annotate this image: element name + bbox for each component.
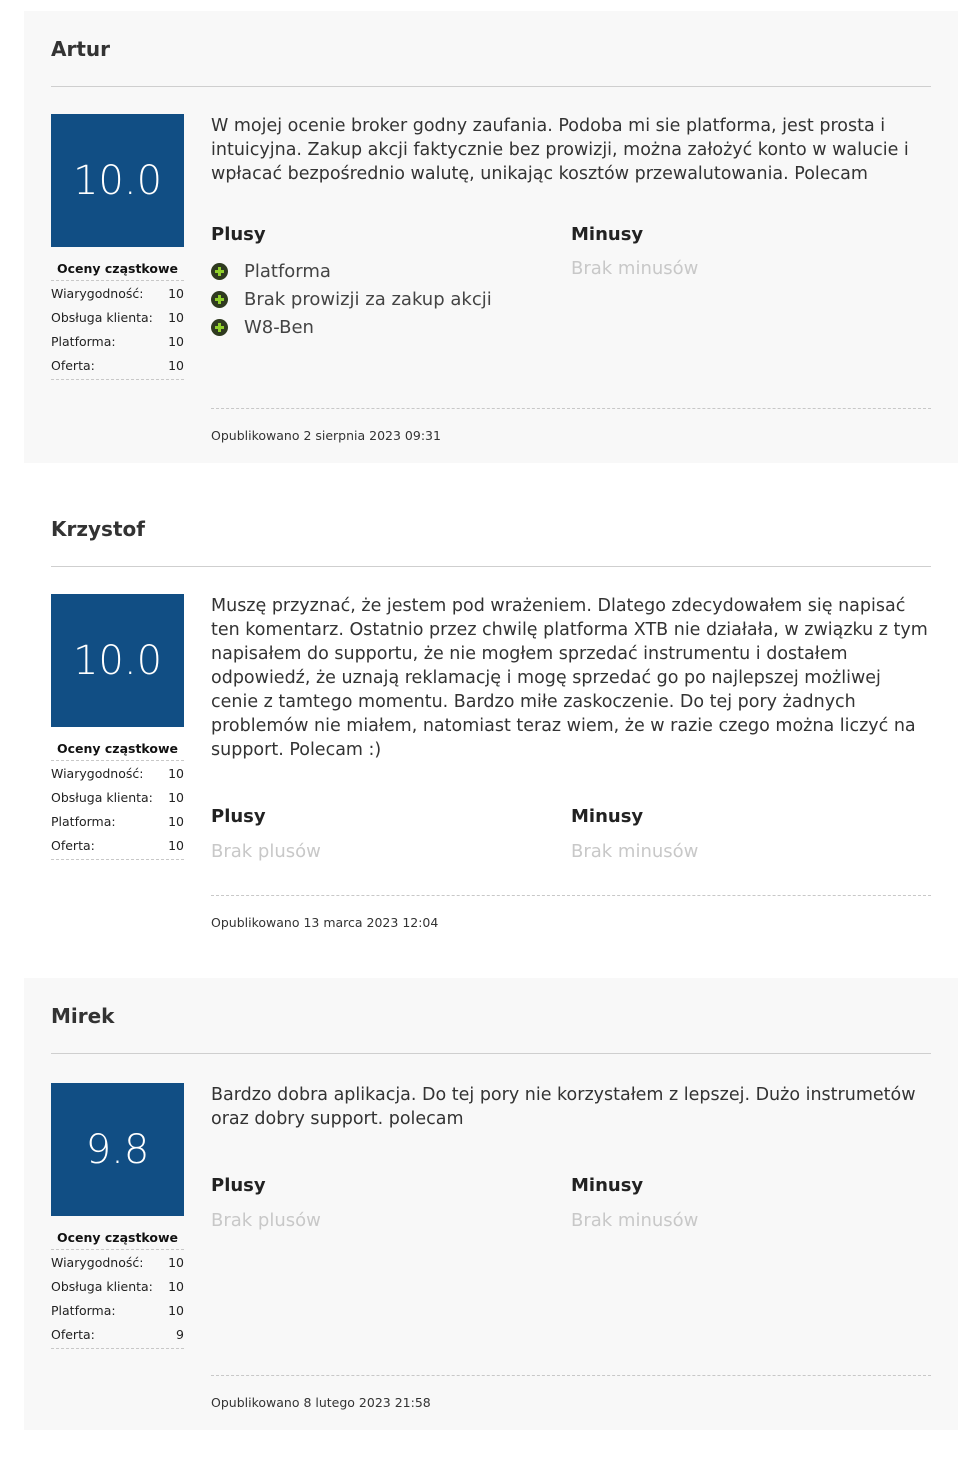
review-text: Muszę przyznać, że jestem pod wrażeniem. Dlatego zdecydowałem się napisać ten komentarz. Ostatnio przez chwilę platforma XTB nie działała, w związku z tym napisałem do supportu, że nie mogłem sprzedać instrumentu i dostałem odpowiedź, że uznają reklamację i mogę sprzedać go po najlepszej możliwej cenie z tamtego momentu. Bardzo miłe zaskoczenie. Do tej pory żadnych problemów nie miałem, natomiast teraz wiem, że w razie czego można liczyć na support. Polecam :): [211, 596, 928, 760]
cons-column: [571, 1175, 931, 1231]
review-text: W mojej ocenie broker godny zaufania. Podoba mi sie platforma, jest prosta i intuicyjna. Zakup akcji faktycznie bez prowizji, można założyć konto w walucie i wpłacać bezpośrednio walutę, unikając kosztów przewalutowania. Polecam: [211, 116, 909, 184]
cons-heading: Minusy: [571, 1175, 644, 1196]
subscore-row: [51, 1322, 184, 1346]
score-panel: [51, 594, 184, 860]
no-cons-text: Brak minusów: [571, 258, 699, 279]
pros-heading: Plusy: [211, 224, 266, 245]
subscores-title: Oceny cząstkowe: [51, 741, 184, 761]
published-date: Opublikowano 13 marca 2023 12:04: [211, 915, 439, 930]
cons-heading: Minusy: [571, 224, 644, 245]
no-cons-text: Brak minusów: [571, 1210, 699, 1231]
score-panel: [51, 114, 184, 380]
subscore-value: 10: [168, 1254, 184, 1270]
overall-score: 9.8: [51, 1083, 184, 1216]
review-author: Krzystof: [51, 491, 931, 567]
subscore-row: [51, 329, 184, 353]
pros-cons: [211, 806, 931, 862]
subscore-row: [51, 305, 184, 329]
pro-label: Brak prowizji za zakup akcji: [244, 288, 492, 310]
subscore-value: 10: [168, 813, 184, 829]
no-pros-text: Brak plusów: [211, 1210, 321, 1231]
cons-column: [571, 806, 931, 862]
cons-heading: Minusy: [571, 806, 644, 827]
pro-label: W8-Ben: [244, 316, 314, 338]
subscores-list: [51, 761, 184, 860]
published-date: Opublikowano 2 sierpnia 2023 09:31: [211, 428, 441, 443]
subscore-label: Platforma:: [51, 1302, 116, 1318]
published-date: Opublikowano 8 lutego 2023 21:58: [211, 1395, 431, 1410]
no-cons-text: Brak minusów: [571, 841, 699, 862]
overall-score: 10.0: [51, 594, 184, 727]
subscore-value: 9: [176, 1326, 184, 1342]
subscore-label: Platforma:: [51, 813, 116, 829]
publish-info: [211, 1375, 931, 1410]
pro-item: [211, 257, 571, 285]
subscore-value: 10: [168, 837, 184, 853]
subscore-row: [51, 1250, 184, 1274]
review-card: [24, 978, 958, 1430]
subscore-value: 10: [168, 789, 184, 805]
pros-cons: [211, 224, 931, 341]
subscore-label: Oferta:: [51, 837, 95, 853]
cons-column: [571, 224, 931, 341]
subscore-row: [51, 1274, 184, 1298]
review-content: [211, 1083, 931, 1410]
pros-column: [211, 1175, 571, 1231]
subscore-label: Obsługa klienta:: [51, 309, 153, 325]
subscore-row: [51, 761, 184, 785]
score-panel: [51, 1083, 184, 1349]
subscores-title: Oceny cząstkowe: [51, 261, 184, 281]
subscore-label: Obsługa klienta:: [51, 789, 153, 805]
subscores-title: Oceny cząstkowe: [51, 1230, 184, 1250]
subscore-label: Wiarygodność:: [51, 1254, 144, 1270]
subscore-row: [51, 1298, 184, 1322]
overall-score: 10.0: [51, 114, 184, 247]
subscores-list: [51, 281, 184, 380]
pros-heading: Plusy: [211, 1175, 266, 1196]
subscore-row: [51, 833, 184, 857]
subscore-value: 10: [168, 357, 184, 373]
pro-label: Platforma: [244, 260, 331, 282]
subscore-label: Wiarygodność:: [51, 285, 144, 301]
review-card: [24, 491, 958, 951]
publish-info: [211, 895, 931, 930]
review-author: Mirek: [51, 978, 931, 1054]
subscore-value: 10: [168, 765, 184, 781]
pro-item: [211, 313, 571, 341]
subscore-value: 10: [168, 1302, 184, 1318]
pros-column: [211, 806, 571, 862]
subscore-value: 10: [168, 1278, 184, 1294]
subscore-label: Oferta:: [51, 357, 95, 373]
review-content: [211, 114, 931, 443]
subscore-row: [51, 281, 184, 305]
review-author: Artur: [51, 11, 931, 87]
subscore-row: [51, 785, 184, 809]
pros-cons: [211, 1175, 931, 1231]
subscore-row: [51, 809, 184, 833]
subscore-label: Obsługa klienta:: [51, 1278, 153, 1294]
subscore-label: Wiarygodność:: [51, 765, 144, 781]
pros-heading: Plusy: [211, 806, 266, 827]
review-content: [211, 594, 931, 930]
pro-item: [211, 285, 571, 313]
review-card: [24, 11, 958, 463]
review-text: Bardzo dobra aplikacja. Do tej pory nie korzystałem z lepszej. Dużo instrumetów oraz dobry support. polecam: [211, 1085, 916, 1129]
publish-info: [211, 408, 931, 443]
subscore-value: 10: [168, 333, 184, 349]
no-pros-text: Brak plusów: [211, 841, 321, 862]
subscore-label: Oferta:: [51, 1326, 95, 1342]
plus-icon: [211, 263, 228, 280]
subscore-value: 10: [168, 309, 184, 325]
subscore-value: 10: [168, 285, 184, 301]
plus-icon: [211, 291, 228, 308]
pros-column: [211, 224, 571, 341]
subscore-row: [51, 353, 184, 377]
subscores-list: [51, 1250, 184, 1349]
subscore-label: Platforma:: [51, 333, 116, 349]
plus-icon: [211, 319, 228, 336]
